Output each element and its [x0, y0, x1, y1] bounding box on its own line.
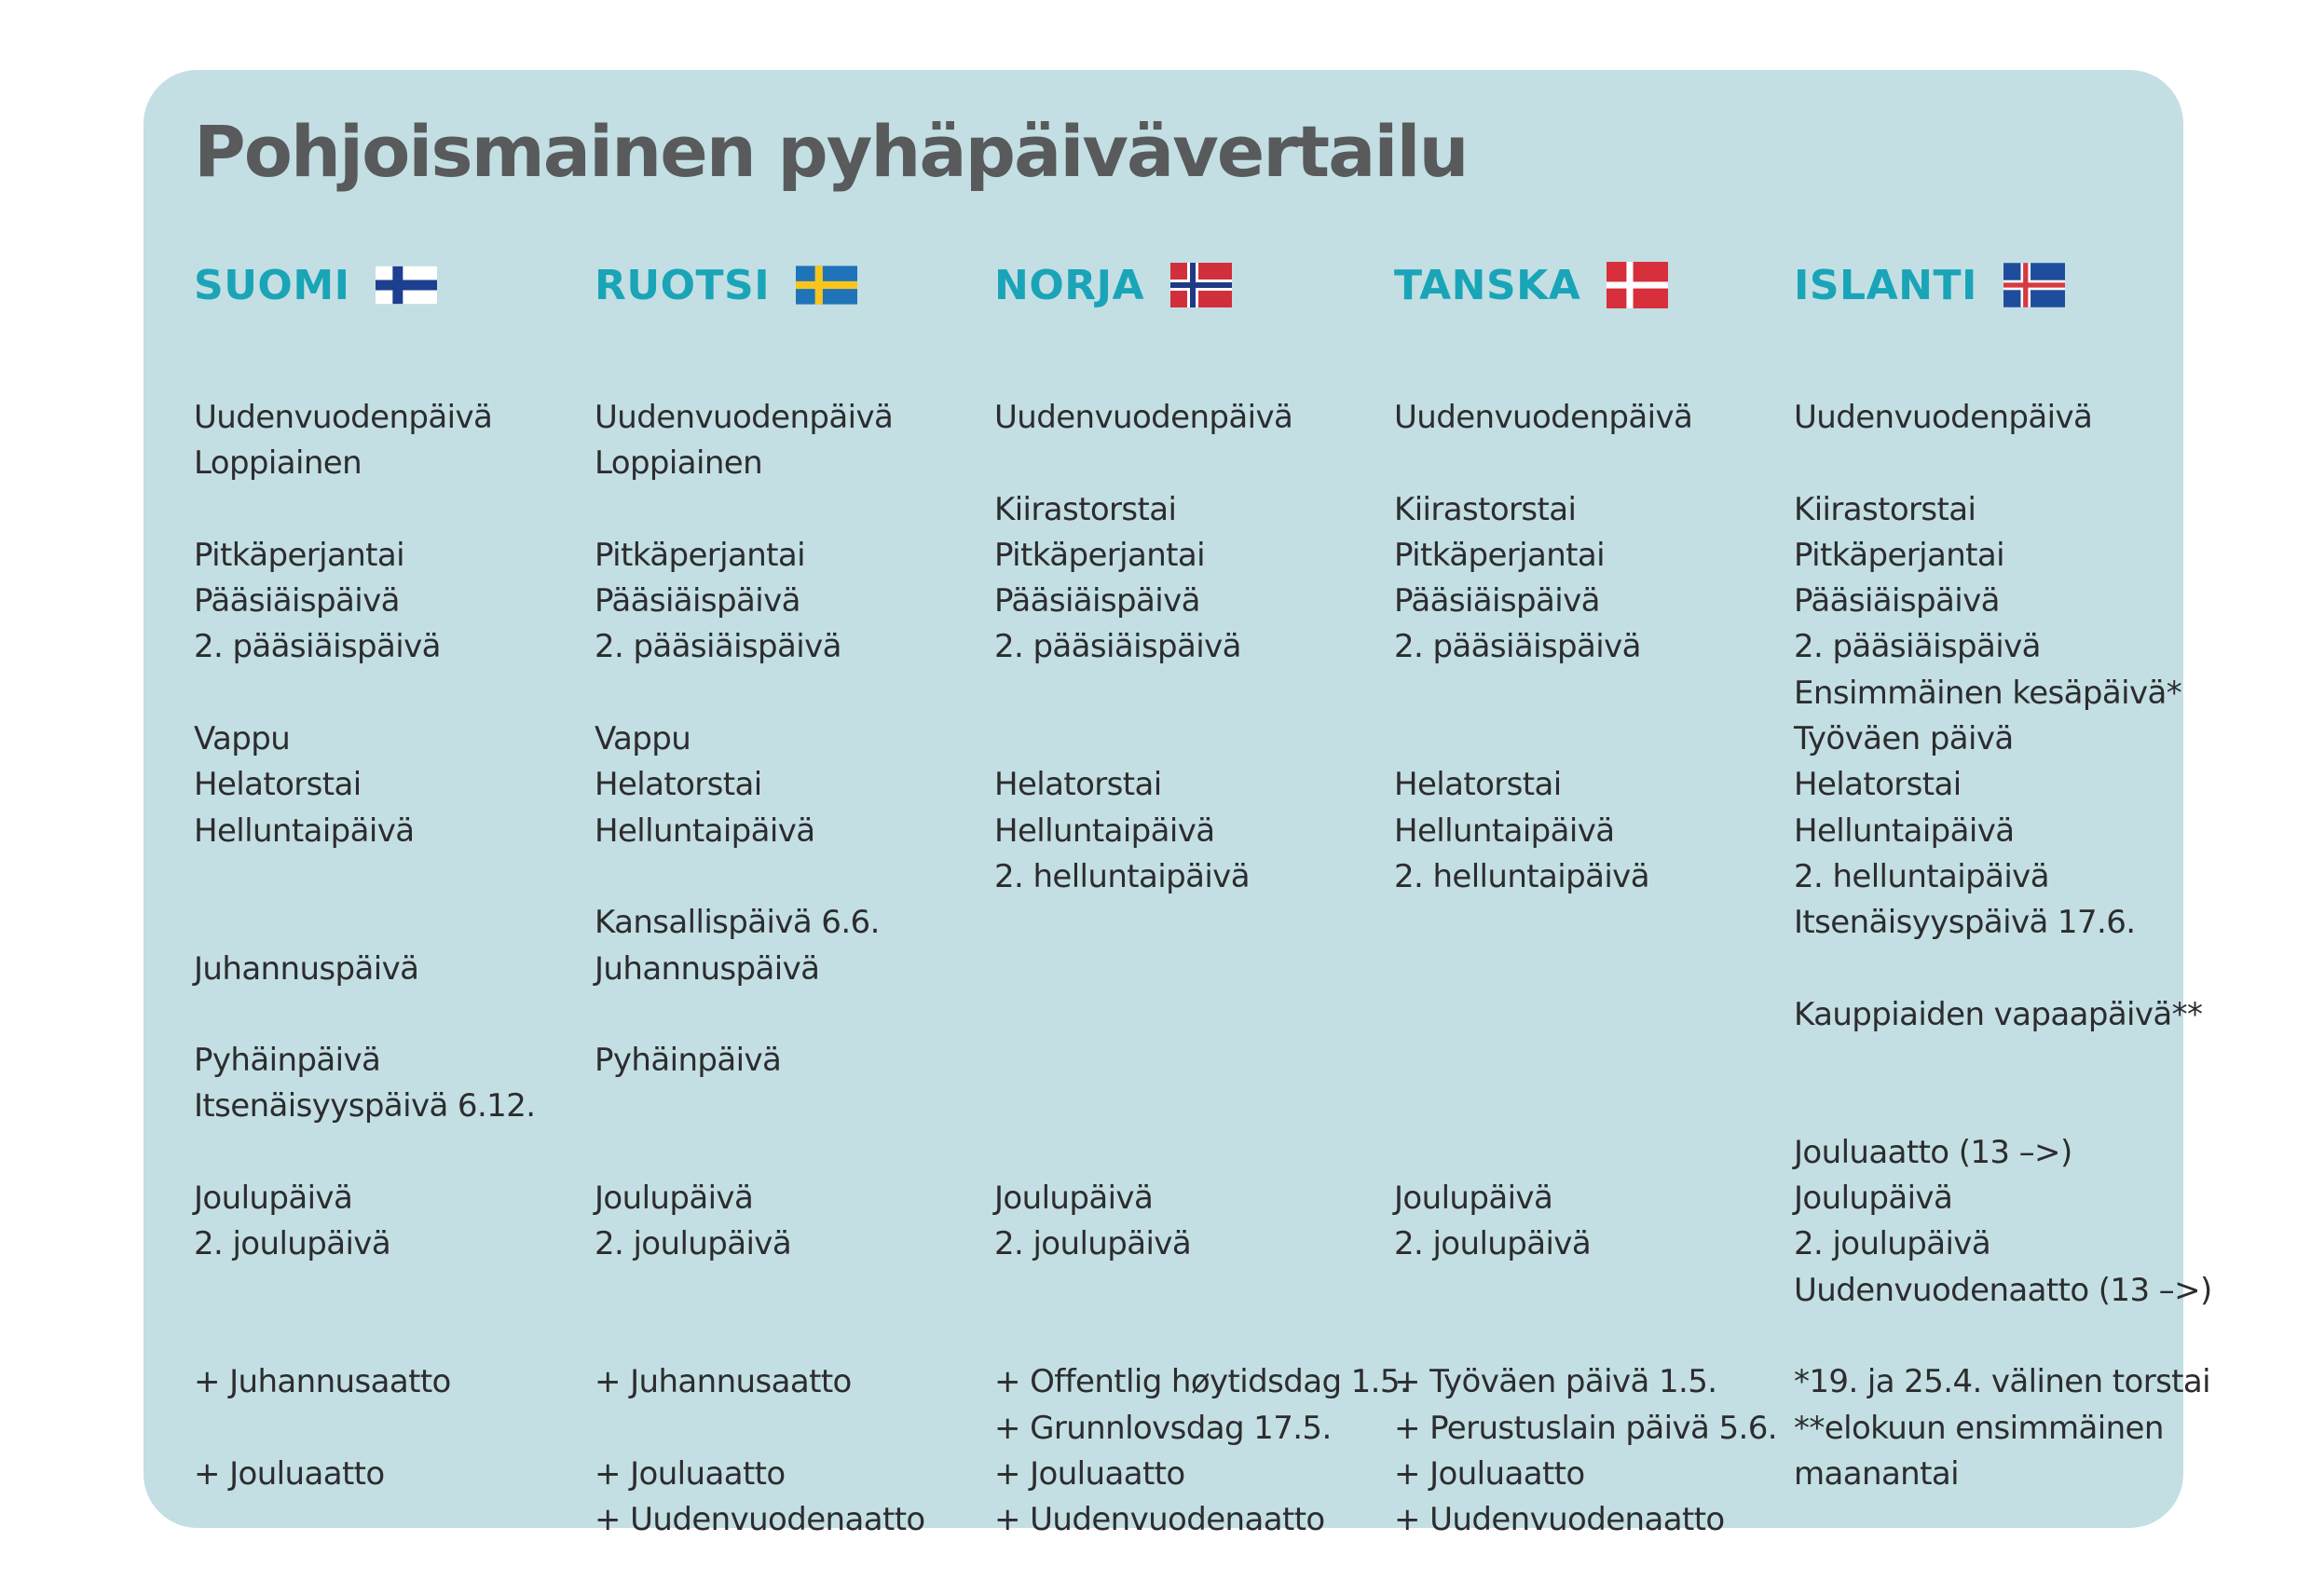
holiday-item: + Uudenvuodenaatto	[595, 1501, 925, 1539]
spacer	[1794, 1314, 2185, 1359]
holiday-item: Uudenvuodenpäivä	[1794, 399, 2093, 436]
holiday-item: Pääsiäispäivä	[595, 582, 800, 621]
spacer	[194, 1406, 585, 1452]
holiday-item: 2. pääsiäispäivä	[595, 628, 841, 666]
holiday-item: Helatorstai	[1794, 766, 1962, 804]
holiday-item: + Työväen päivä 1.5.	[1394, 1363, 1717, 1401]
holiday-list	[1794, 395, 2212, 1497]
country-name: ISLANTI	[1794, 261, 1977, 309]
spacer	[1794, 441, 2185, 486]
holiday-item: 2. pääsiäispäivä	[994, 628, 1241, 666]
iceland-flag-icon	[2003, 259, 2065, 311]
spacer	[994, 1314, 1386, 1359]
spacer	[994, 1084, 1386, 1129]
holiday-item: Pääsiäispäivä	[194, 582, 400, 621]
holiday-item: + Uudenvuodenaatto	[1394, 1501, 1725, 1539]
holiday-item: Pääsiäispäivä	[994, 582, 1200, 621]
spacer	[595, 1130, 986, 1176]
spacer	[1394, 1084, 1785, 1129]
holiday-item: Uudenvuodenpäivä	[595, 399, 894, 436]
holiday-item: 2. joulupäivä	[194, 1225, 391, 1263]
holiday-list	[595, 395, 986, 1543]
holiday-item: + Juhannusaatto	[595, 1363, 852, 1401]
column-header	[595, 252, 986, 319]
holiday-item: Joulupäivä	[194, 1180, 353, 1218]
holiday-list	[994, 395, 1410, 1543]
holiday-item: Joulupäivä	[994, 1180, 1154, 1218]
spacer	[1394, 1314, 1785, 1359]
holiday-item: Itsenäisyyspäivä 17.6.	[1794, 904, 2136, 942]
holiday-item: + Jouluaatto	[994, 1454, 1185, 1493]
holiday-item: Helluntaipäivä	[994, 812, 1215, 850]
holiday-item: Kauppiaiden vapaapäivä**	[1794, 995, 2203, 1033]
column-header	[994, 252, 1386, 319]
holiday-item: 2. pääsiäispäivä	[1394, 628, 1641, 666]
spacer	[994, 1038, 1386, 1084]
column-ruotsi	[595, 252, 986, 1543]
spacer	[1794, 1038, 2185, 1084]
holiday-item: + Jouluaatto	[194, 1454, 385, 1493]
holiday-item: + Offentlig høytidsdag 1.5.	[994, 1363, 1410, 1401]
holiday-item: 2. helluntaipäivä	[994, 857, 1250, 895]
holiday-item: Pääsiäispäivä	[1794, 582, 2000, 621]
holiday-item: Pyhäinpäivä	[194, 1042, 381, 1080]
holiday-item: Joulupäivä	[1394, 1180, 1553, 1218]
spacer	[1794, 1084, 2185, 1129]
spacer	[994, 900, 1386, 946]
holiday-item: Jouluaatto (13 –>)	[1794, 1133, 2072, 1171]
holiday-item: Kansallispäivä 6.6.	[595, 904, 880, 942]
spacer	[595, 1084, 986, 1129]
spacer	[595, 992, 986, 1038]
spacer	[1394, 900, 1785, 946]
holiday-item: + Grunnlovsdag 17.5.	[994, 1409, 1332, 1447]
column-suomi	[194, 252, 585, 1497]
sweden-flag-icon	[796, 259, 857, 311]
spacer	[1794, 947, 2185, 992]
holiday-item: Uudenvuodenaatto (13 –>)	[1794, 1271, 2212, 1309]
column-norja	[994, 252, 1410, 1543]
holiday-item: 2. pääsiäispäivä	[1794, 628, 2041, 666]
holiday-item: + Jouluaatto	[1394, 1454, 1585, 1493]
holiday-item: Vappu	[595, 720, 691, 758]
denmark-flag-icon	[1607, 259, 1668, 311]
norway-flag-icon	[1170, 259, 1232, 311]
spacer	[194, 854, 585, 900]
spacer	[194, 1268, 585, 1314]
spacer	[595, 671, 986, 716]
spacer	[194, 1314, 585, 1359]
holiday-item: Joulupäivä	[1794, 1180, 1953, 1218]
holiday-item: Kiirastorstai	[1794, 490, 1976, 528]
spacer	[595, 487, 986, 533]
column-tanska	[1394, 252, 1785, 1543]
holiday-item: Helluntaipäivä	[595, 812, 815, 850]
spacer	[1394, 716, 1785, 762]
holiday-item: + Jouluaatto	[595, 1454, 786, 1493]
holiday-item: 2. joulupäivä	[1794, 1225, 1991, 1263]
spacer	[194, 900, 585, 946]
spacer	[194, 992, 585, 1038]
holiday-item: Pitkäperjantai	[595, 536, 805, 574]
country-name: NORJA	[994, 261, 1145, 309]
spacer	[1394, 1268, 1785, 1314]
spacer	[194, 671, 585, 716]
holiday-item: Helluntaipäivä	[194, 812, 415, 850]
spacer	[595, 1406, 986, 1452]
spacer	[994, 716, 1386, 762]
spacer	[994, 992, 1386, 1038]
spacer	[1394, 441, 1785, 486]
holiday-item: Uudenvuodenpäivä	[194, 399, 493, 436]
holiday-item: maanantai	[1794, 1454, 1959, 1493]
column-header	[1394, 252, 1785, 319]
holiday-item: Pitkäperjantai	[194, 536, 404, 574]
holiday-item: Uudenvuodenpäivä	[994, 399, 1293, 436]
holiday-item: Helluntaipäivä	[1394, 812, 1615, 850]
column-header	[1794, 252, 2185, 319]
holiday-item: Ensimmäinen kesäpäivä*	[1794, 674, 2182, 712]
holiday-item: Loppiainen	[194, 444, 362, 483]
holiday-item: Joulupäivä	[595, 1180, 754, 1218]
spacer	[994, 671, 1386, 716]
spacer	[595, 1268, 986, 1314]
holiday-item: Pyhäinpäivä	[595, 1042, 782, 1080]
holiday-item: Juhannuspäivä	[595, 949, 820, 988]
spacer	[994, 441, 1386, 486]
spacer	[1394, 1038, 1785, 1084]
holiday-item: 2. helluntaipäivä	[1794, 857, 2049, 895]
holiday-item: Helatorstai	[994, 766, 1162, 804]
holiday-item: Itsenäisyyspäivä 6.12.	[194, 1087, 536, 1125]
holiday-list	[194, 395, 585, 1497]
column-header	[194, 252, 585, 319]
spacer	[595, 854, 986, 900]
holiday-item: 2. joulupäivä	[1394, 1225, 1592, 1263]
spacer	[1394, 947, 1785, 992]
country-name: TANSKA	[1394, 261, 1581, 309]
holiday-item: + Juhannusaatto	[194, 1363, 451, 1401]
holiday-item: Vappu	[194, 720, 291, 758]
spacer	[194, 487, 585, 533]
holiday-item: *19. ja 25.4. välinen torstai	[1794, 1363, 2210, 1401]
holiday-item: Juhannuspäivä	[194, 949, 419, 988]
spacer	[1394, 992, 1785, 1038]
spacer	[595, 1314, 986, 1359]
spacer	[1394, 1130, 1785, 1176]
holiday-item: Kiirastorstai	[994, 490, 1177, 528]
holiday-item: Pitkäperjantai	[994, 536, 1205, 574]
holiday-item: **elokuun ensimmäinen	[1794, 1409, 2164, 1447]
holiday-item: Helatorstai	[194, 766, 362, 804]
spacer	[994, 947, 1386, 992]
holiday-item: Pitkäperjantai	[1394, 536, 1605, 574]
holiday-item: Uudenvuodenpäivä	[1394, 399, 1693, 436]
holiday-item: Helatorstai	[1394, 766, 1562, 804]
column-islanti	[1794, 252, 2212, 1497]
holiday-list	[1394, 395, 1785, 1543]
holiday-item: Pääsiäispäivä	[1394, 582, 1600, 621]
holiday-item: + Perustuslain päivä 5.6.	[1394, 1409, 1777, 1447]
holiday-item: Loppiainen	[595, 444, 763, 483]
spacer	[994, 1130, 1386, 1176]
country-name: SUOMI	[194, 261, 350, 309]
holiday-item: + Uudenvuodenaatto	[994, 1501, 1325, 1539]
page-title: Pohjoismainen pyhäpäivävertailu	[194, 110, 1468, 193]
holiday-item: Helluntaipäivä	[1794, 812, 2015, 850]
spacer	[994, 1268, 1386, 1314]
holiday-item: Helatorstai	[595, 766, 762, 804]
holiday-item: Kiirastorstai	[1394, 490, 1577, 528]
holiday-item: 2. joulupäivä	[994, 1225, 1192, 1263]
holiday-item: 2. pääsiäispäivä	[194, 628, 441, 666]
country-name: RUOTSI	[595, 261, 771, 309]
holiday-item: Pitkäperjantai	[1794, 536, 2004, 574]
finland-flag-icon	[376, 259, 437, 311]
spacer	[194, 1130, 585, 1176]
spacer	[1394, 671, 1785, 716]
holiday-item: 2. joulupäivä	[595, 1225, 792, 1263]
holiday-item: 2. helluntaipäivä	[1394, 857, 1649, 895]
holiday-item: Työväen päivä	[1794, 720, 2014, 758]
